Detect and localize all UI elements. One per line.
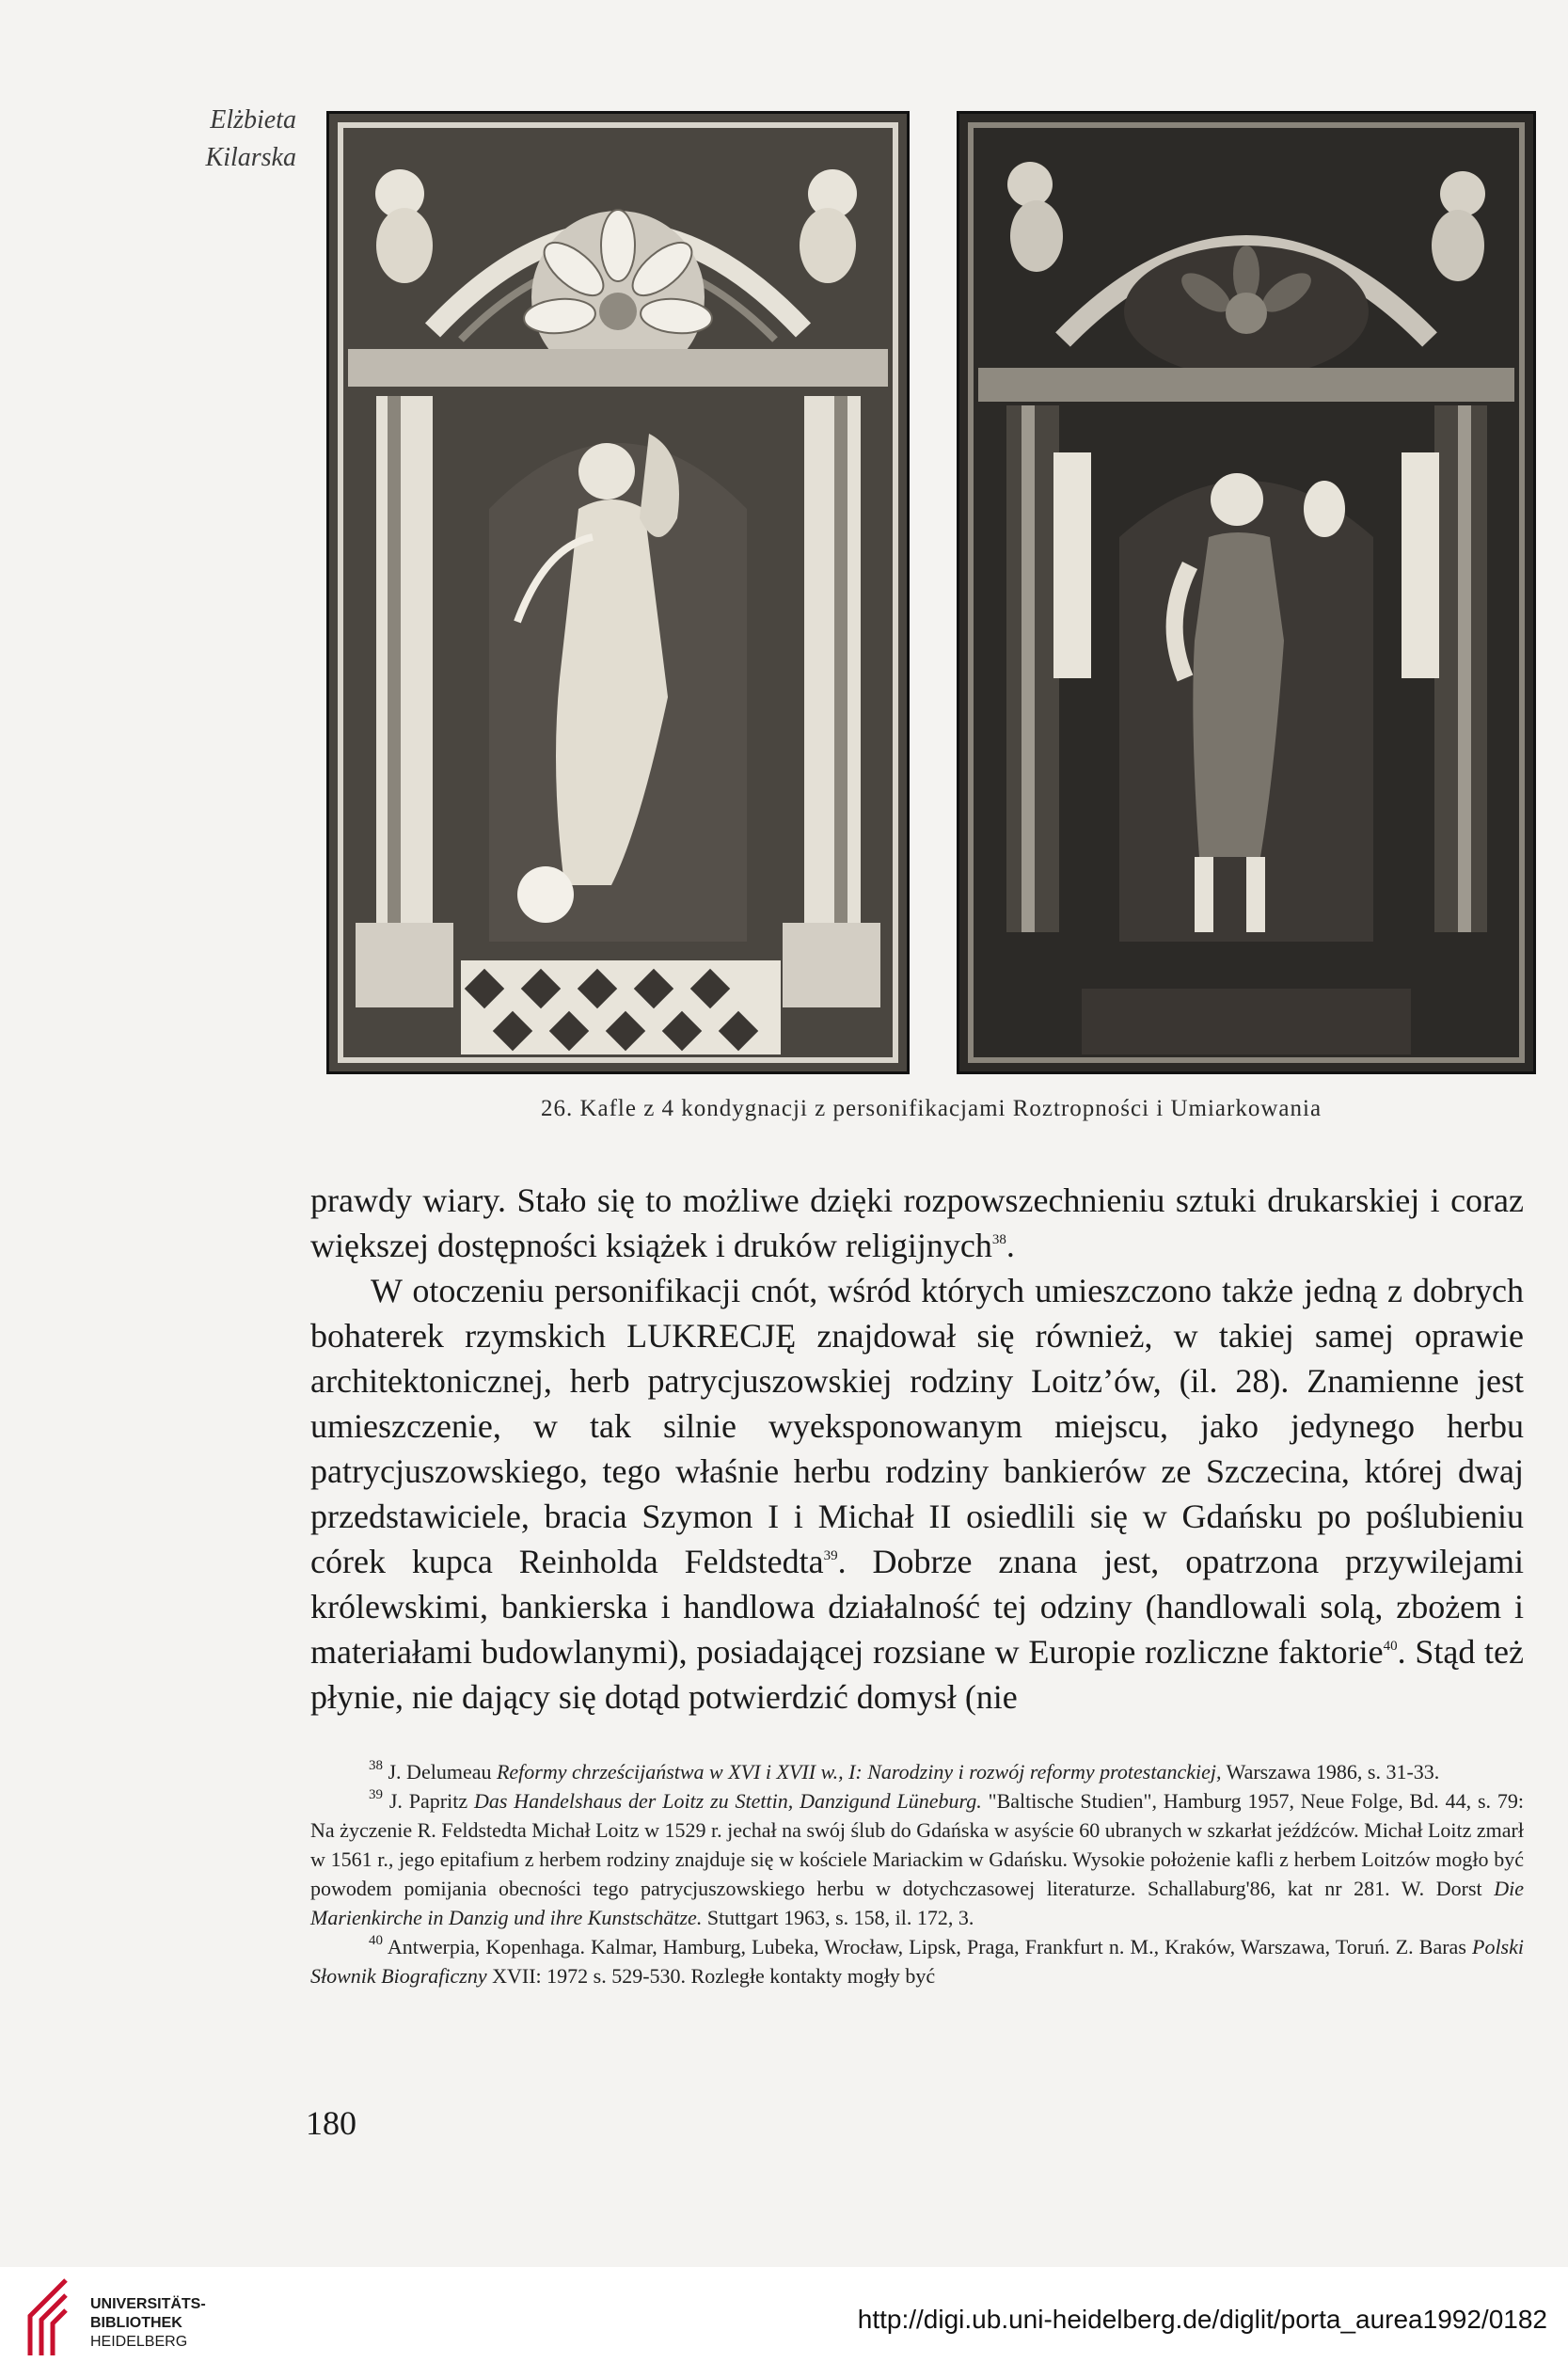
paragraph-1-end: .: [1006, 1227, 1015, 1264]
footnote-38-details: Warszawa 1986, s. 31-33.: [1221, 1760, 1440, 1784]
logo-line-3: HEIDELBERG: [90, 2334, 188, 2350]
footnote-40-title: Polski Słownik Biograficzny: [310, 1935, 1524, 1988]
paragraph-2-text-a: W otoczeniu personifikacji cnót, wśród których umieszczono także jedną z dobrych bohaterek rzymskich LUKRECJĘ znajdował się również, w takiej samej oprawie architektonicznej, herb patrycjuszowskiej rodziny Loitz’ów, (il. 28). Znamienne jest umieszczenie, w tak silnie wyeksponowanym miejscu, jako jedynego herbu patrycjuszowskiego, tego właśnie herbu rodziny bankierów ze Szczecina, której dwaj przedstawiciele, bracia Szymon I i Michał II osiedlili się w Gdańsku po poślubieniu córek kupca Reinholda Feldstedta: [310, 1272, 1524, 1580]
tile-photo-prudence: [326, 111, 910, 1074]
footnote-38-number: 38: [369, 1758, 383, 1773]
paragraph-2: [310, 1268, 1524, 1720]
logo-line-2: BIBLIOTHEK: [90, 2315, 182, 2331]
footnote-39-author: J. Papritz: [383, 1789, 474, 1813]
paragraph-1-text: prawdy wiary. Stało się to możliwe dzięki rozpowszechnieniu sztuki drukarskiej i coraz większej dostępności książek i druków religijnych: [310, 1181, 1524, 1264]
paragraph-2-text-b: . Dobrze znana jest, opatrzona przywilejami królewskimi, bankierska i handlowa działalność tej odziny (handlowali solą, zbożem i materiałami budowlanymi), posiadającej rozsiane w Europie rozliczne faktorie: [310, 1543, 1524, 1671]
logo-line-1: UNIVERSITÄTS-: [90, 2296, 206, 2312]
tile-prudence-illustration: [329, 114, 907, 1071]
author-last-name: Kilarska: [205, 143, 296, 172]
footnote-38-author: J. Delumeau: [383, 1760, 497, 1784]
author-first-name: Elżbieta: [210, 105, 296, 135]
tile-temperance-illustration: [959, 114, 1533, 1071]
footnote-40-text: Antwerpia, Kopenhaga. Kalmar, Hamburg, Lubeka, Wrocław, Lipsk, Praga, Frankfurt n. M., Kraków, Warszawa, Toruń. Z. Baras: [383, 1935, 1472, 1958]
footnote-39-number: 39: [369, 1787, 383, 1802]
footnotes: [310, 1757, 1524, 1990]
tile-photo-temperance: [957, 111, 1536, 1074]
paragraph-1: [310, 1178, 1524, 1268]
footnote-39-details: "Baltische Studien", Hamburg 1957, Neue Folge, Bd. 44, s. 79: Na życzenie R. Feldstedta Michał Loitz w 1529 r. jechał na swój ślub do Gdańska w asyście 60 ubranych w szkarłat jeźdźców. Michał Loitz zmarł w 1561 r., jego epitafium z herbem rodziny znajduje się w kościele Mariackim w Gdańsku. Wysokie położenie kafli z herbem Loitzów mogło być powodem pomijania obecności tego patrycjuszowskiego herbu w dotychczasowej literaturze. Schallaburg'86, kat nr 281. W. Dorst: [310, 1789, 1524, 1900]
paragraph-2-text-c: . Stąd też płynie, nie dający się dotąd potwierdzić domysł (nie: [310, 1633, 1524, 1716]
body-text: [310, 1178, 1524, 1720]
library-logo-icon: [17, 2275, 73, 2361]
source-url-link[interactable]: http://digi.ub.uni-heidelberg.de/diglit/porta_aurea1992/0182: [857, 2305, 1547, 2334]
footnote-ref-40: 40: [1383, 1639, 1398, 1654]
library-logo-text: [90, 2295, 206, 2352]
footnote-39-title: Das Handelshaus der Loitz zu Stettin, Danzigund Lüneburg.: [473, 1789, 982, 1813]
page-number: 180: [306, 2104, 356, 2142]
footnote-39-details-2: Stuttgart 1963, s. 158, il. 172, 3.: [702, 1906, 974, 1929]
footnote-39: [310, 1786, 1524, 1932]
running-head: [141, 102, 296, 177]
footnote-39-title-2: Die Marienkirche in Danzig und ihre Kunstschätze.: [310, 1877, 1524, 1929]
footnote-38: [310, 1757, 1524, 1786]
footnote-40: [310, 1932, 1524, 1990]
footnote-40-details: XVII: 1972 s. 529-530. Rozległe kontakty mogły być: [486, 1964, 936, 1988]
footnote-ref-39: 39: [823, 1548, 838, 1563]
footnote-38-title: Reformy chrześcijaństwa w XVI i XVII w., I: Narodziny i rozwój reformy protestanckiej,: [496, 1760, 1222, 1784]
footnote-ref-38: 38: [991, 1232, 1006, 1247]
footnote-40-number: 40: [369, 1933, 383, 1948]
figure-caption: 26. Kafle z 4 kondygnacji z personifikacjami Roztropności i Umiarkowania: [540, 1096, 1323, 1121]
